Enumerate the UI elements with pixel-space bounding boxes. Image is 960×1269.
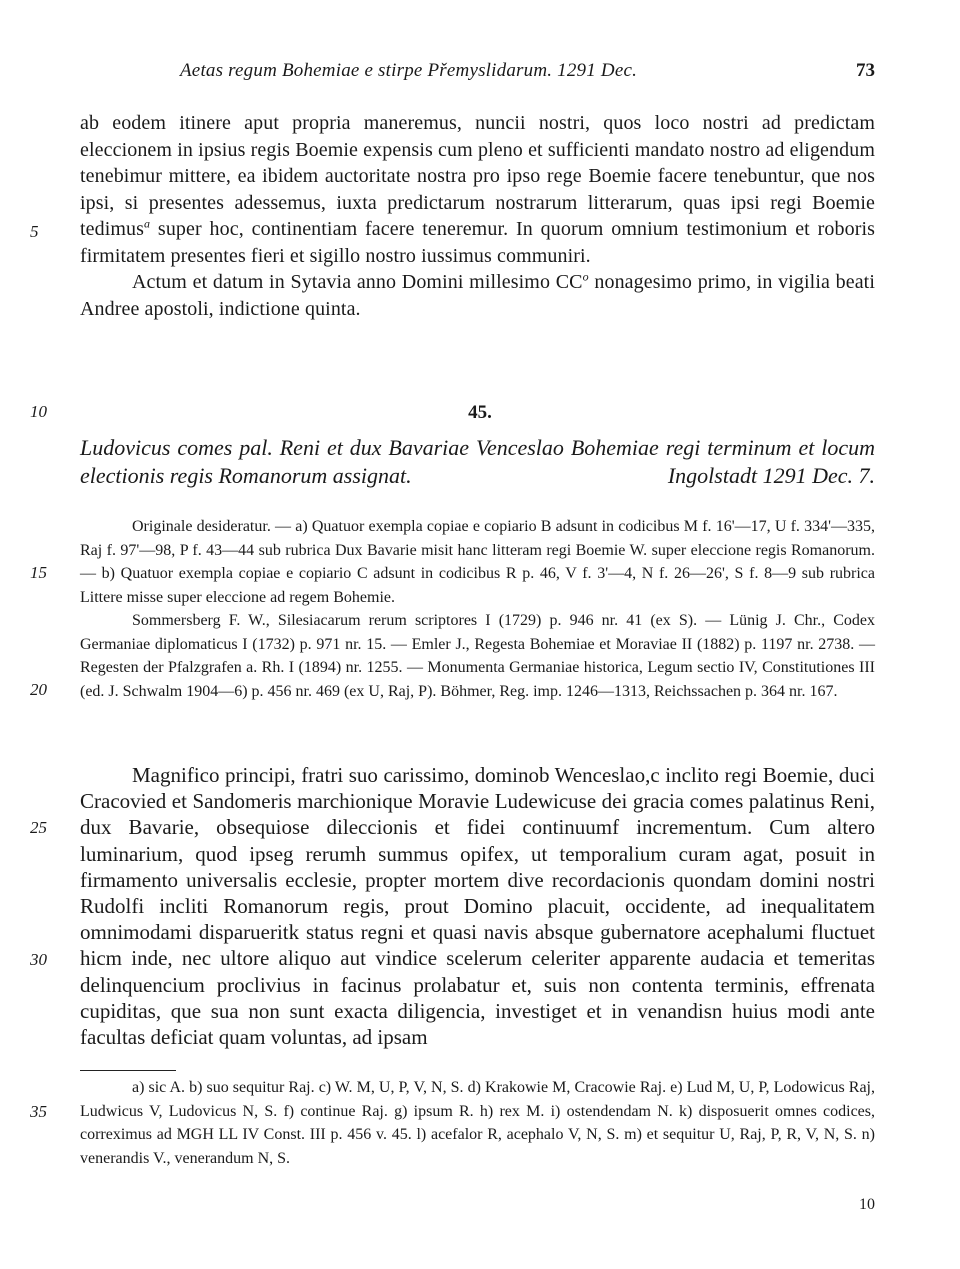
line-number: 5 xyxy=(30,222,39,241)
apparatus-editions: Sommersberg F. W., Silesiacarum rerum scriptores I (1729) p. 946 nr. 41 (ex S). — Lünig J. Chr., Codex Germaniae diplomaticus I (1732) p. 971 nr. 15. — Emler J., Regesta Bohemiae et Moraviae II (1882) p. 1197 nr. 2738. — Regesten der Pfalzgrafen a. Rh. I (1894) nr. 1255. — Monumenta Germaniae historica, Legum sectio IV, Constitutiones III (ed. J. Schwalm 1904—6) p. 456 nr. 469 (ex U, Raj, P). Böhmer, Reg. imp. 1246—1313, Reichssachen p. 364 nr. 167. xyxy=(80,612,875,700)
prose-text: ab eodem itinere aput propria maneremus, nuncii nostri, quos loco nostri ad predictam eleccionem in ipsius regis Boemie expensis cum pleno et sufficienti mandato nostro ad eligendum tenebimur mittere, ea ibidem auctoritate nostra pro ipso rege Boemie facere tenebuntur, que nos ipsi, si presentes adessemus, iuxta predictarum nostrarum litterarum, quas ipsi regi Boemie tedimus xyxy=(80,112,875,240)
place-date: Ingolstadt 1291 Dec. 7. xyxy=(667,463,875,488)
line-number: 15 xyxy=(30,563,47,582)
charter-text: Magnifico principi, fratri suo carissimo, dominob Wenceslao,c inclito regi Boemie, duci Cracovied et Sandomeris marchionique Moravie Ludewicuse dei gracia comes palatinus Reni, dux Bavarie, obsequiose dileccionis et fidei continuumf incrementum. Cum altero luminarium, quod ipseg rerumh summus opifex, ut temporalium curam agat, posuit in firmamento universalis ecclesie, propter mortem dive recordacionis quondam domini nostri Rudolfi incliti Romanorum regis, prout Domino placuit, occidente, ad inequalitatem omnimodami disparueritk status regni et quasi navis absque gubernatore acephalumi fluctuet hicm inde, nec ultore aliquo aut vindice scelerum celeriter apparente audacia et temeritas delinquencium proclivius in facinus prolabatur et, suis non contenta terminis, effrenata cupiditas, que sua non sunt exacta diligencia, investiget et in venandisn huius modi ante facultas deficiat quam voluntas, ad ipsam xyxy=(80,763,875,1050)
line-number: 30 xyxy=(30,950,47,969)
document-number: 45. xyxy=(468,402,492,423)
footnotes xyxy=(80,1076,875,1170)
regest xyxy=(80,434,875,490)
superscript: o xyxy=(582,269,589,284)
prose-continuation xyxy=(80,110,875,322)
prose-text: super hoc, continentiam facere teneremur. In quorum omnium testimonium et roboris firmitatem presentes fieri et sigillo nostro iussimus communiri. xyxy=(80,218,875,267)
line-number: 20 xyxy=(30,680,47,699)
signature-mark: 10 xyxy=(859,1196,875,1213)
dating-clause xyxy=(80,269,875,322)
critical-apparatus xyxy=(80,515,875,703)
prose-paragraph xyxy=(80,110,875,269)
running-title: Aetas regum Bohemiae e stirpe Přemyslidarum. 1291 Dec. xyxy=(180,60,638,81)
regest-text: Ludovicus comes pal. Reni et dux Bavariae Venceslao Bohemiae regi terminum et locum electionis regis Romanorum assignat. xyxy=(80,435,875,488)
footnote-divider xyxy=(80,1070,176,1071)
apparatus-sources: Originale desideratur. — a) Quatuor exempla copiae e copiario B adsunt in codicibus M f. 16'—17, U f. 334'—335, Raj f. 97'—98, P f. 43—44 sub rubrica Dux Bavarie misit hanc litteram regi Boemie W. super eleccione regis Romanorum. — b) Quatuor exempla copiae e copiario C adsunt in codicibus R p. 46, V f. 3'—4, N f. 26—26', S f. 8—9 sub rubrica Littere misse super eleccione ad regem Bohemie. xyxy=(80,518,875,606)
line-number: 10 xyxy=(30,402,47,421)
prose-text: nonagesimo primo, in vigilia beati Andree apostoli, indictione quinta. xyxy=(80,271,876,320)
prose-text: Actum et datum in Sytavia anno Domini millesimo CC xyxy=(132,271,583,293)
footnote-text: a) sic A. b) suo sequitur Raj. c) W. M, U, P, V, N, S. d) Krakowie M, Cracowie Raj. e) Lud M, U, P, Lodowicus Raj, Ludwicus V, Ludovicus N, S. f) continue Raj. g) ipsum R. h) rex M. i) ostendendam N. k) disposuerit omnes codices, correximus ad MGH LL IV Const. III p. 456 v. 45. l) acefalor R, acephalo V, N, S. m) et sequitur U, Raj, P, R, V, N, S. n) venerandis V., venerandum N, S. xyxy=(80,1079,875,1167)
main-text xyxy=(80,762,875,1050)
running-header xyxy=(80,60,875,90)
line-number: 25 xyxy=(30,818,47,837)
line-number: 35 xyxy=(30,1102,47,1121)
page-number: 73 xyxy=(856,60,875,81)
footnote-marker: a xyxy=(144,216,151,231)
